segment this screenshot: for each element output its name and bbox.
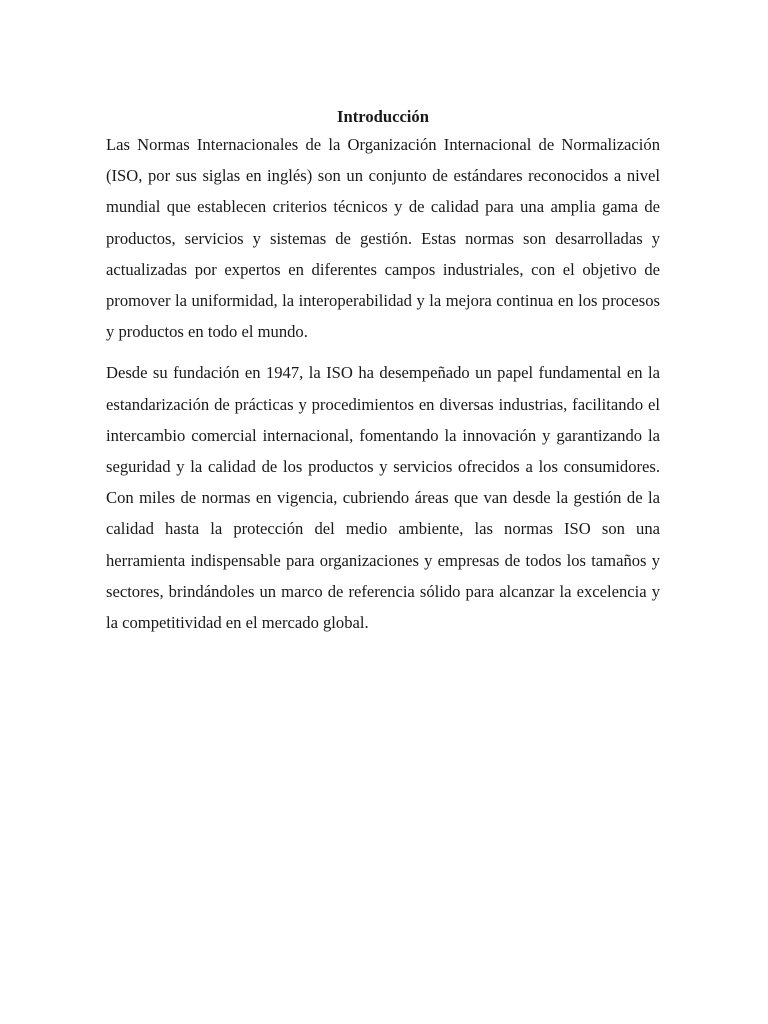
paragraph-2: Desde su fundación en 1947, la ISO ha desempeñado un papel fundamental en la estandarización de prácticas y procedimientos en diversas industrias, facilitando el intercambio comercial internacional, fomentando la innovación y garantizando la seguridad y la calidad de los productos y servicios ofrecidos a los consumidores. Con miles de normas en vigencia, cubriendo áreas que van desde la gestión de la calidad hasta la protección del medio ambiente, las normas ISO son una herramienta indispensable para organizaciones y empresas de todos los tamaños y sectores, brindándoles un marco de referencia sólido para alcanzar la excelencia y la competitividad en el mercado global. [106, 363, 660, 633]
paragraph-1: Las Normas Internacionales de la Organización Internacional de Normalización (ISO, por sus siglas en inglés) son un conjunto de estándares reconocidos a nivel mundial que establecen criterios técnicos y de calidad para una amplia gama de productos, servicios y sistemas de gestión. Estas normas son desarrolladas y actualizadas por expertos en diferentes campos industriales, con el objetivo de promover la uniformidad, la interoperabilidad y la mejora continua en los procesos y productos en todo el mundo. [106, 135, 660, 342]
document-page [106, 105, 660, 638]
page-title: Introducción [337, 107, 429, 126]
